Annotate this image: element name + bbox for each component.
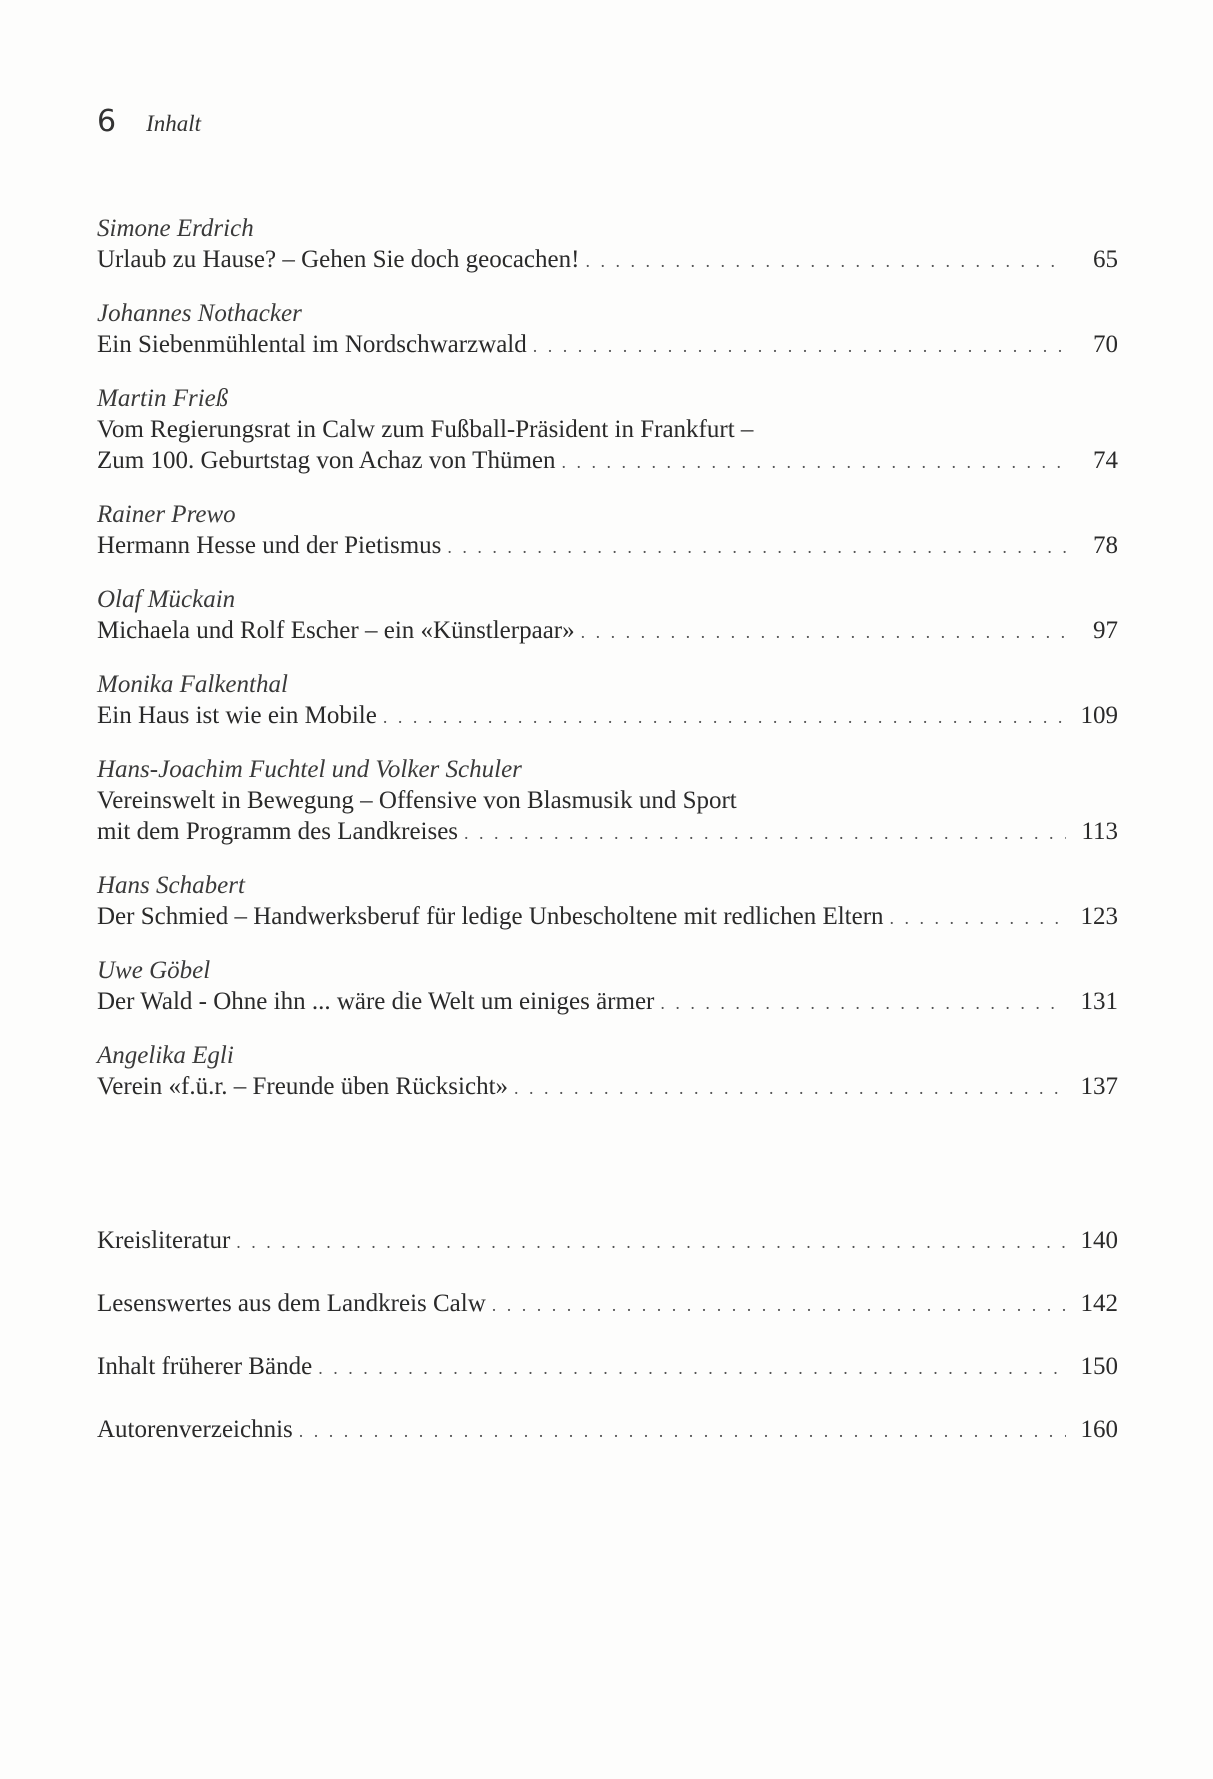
entry-author: Johannes Nothacker (97, 300, 302, 327)
toc-entry[interactable] (97, 669, 1118, 733)
dot-leader (561, 447, 1066, 478)
entry-author: Monika Falkenthal (97, 671, 288, 698)
back-matter-page-number: 140 (1080, 1227, 1118, 1254)
page-header (97, 104, 201, 139)
dot-leader (890, 903, 1066, 934)
entry-page-number: 137 (1080, 1073, 1118, 1100)
entry-author: Hans Schabert (97, 872, 245, 899)
dot-leader (236, 1227, 1066, 1258)
entry-title: mit dem Programm des Landkreises (97, 818, 459, 845)
entry-title-row (97, 986, 1118, 1019)
back-matter-title: Lesenswertes aus dem Landkreis Calw (97, 1290, 486, 1317)
entry-title: Ein Haus ist wie ein Mobile (97, 702, 377, 729)
entry-page-number: 131 (1080, 988, 1118, 1015)
entry-author: Simone Erdrich (97, 215, 254, 242)
entry-title: Hermann Hesse und der Pietismus (97, 532, 442, 559)
dot-leader (581, 617, 1066, 648)
entry-title-row (97, 329, 1118, 362)
toc-entry[interactable] (97, 584, 1118, 648)
entry-page-number: 113 (1081, 818, 1118, 845)
entry-page-number: 74 (1093, 447, 1118, 474)
dot-leader (585, 246, 1066, 277)
toc-entry[interactable] (97, 499, 1118, 563)
toc-entry[interactable] (97, 298, 1118, 362)
entry-title-row (97, 816, 1118, 849)
entry-title-row (97, 530, 1118, 563)
dot-leader (533, 331, 1066, 362)
back-matter-page-number: 150 (1080, 1353, 1118, 1380)
dot-leader (447, 532, 1066, 563)
dot-leader (514, 1073, 1066, 1104)
back-matter-page-number: 142 (1080, 1290, 1118, 1317)
dot-leader (383, 702, 1066, 733)
entry-title-row (97, 700, 1118, 733)
entry-page-number: 78 (1093, 532, 1118, 559)
entry-title-row (97, 244, 1118, 277)
entry-title-row (97, 901, 1118, 934)
entry-author: Martin Frieß (97, 385, 229, 412)
back-matter-page-number: 160 (1080, 1416, 1118, 1443)
entry-author: Uwe Göbel (97, 957, 211, 984)
entry-title: Verein «f.ü.r. – Freunde üben Rücksicht» (97, 1073, 509, 1100)
toc-entry[interactable] (97, 754, 1118, 849)
entry-title: Der Schmied – Handwerksberuf für ledige Unbescholtene mit redlichen Eltern (97, 903, 884, 930)
entry-page-number: 109 (1080, 702, 1118, 729)
entry-author: Rainer Prewo (97, 501, 236, 528)
entry-page-number: 97 (1093, 617, 1118, 644)
entry-title: Der Wald - Ohne ihn ... wäre die Welt um einiges ärmer (97, 988, 655, 1015)
toc-entry[interactable] (97, 955, 1118, 1019)
dot-leader (299, 1416, 1066, 1447)
entry-title-line: Vom Regierungsrat in Calw zum Fußball-Präsident in Frankfurt – (97, 416, 754, 443)
back-matter-title: Autorenverzeichnis (97, 1416, 293, 1443)
back-matter-entry[interactable] (97, 1351, 1118, 1384)
entry-title-line: Vereinswelt in Bewegung – Offensive von Blasmusik und Sport (97, 787, 737, 814)
entry-title: Urlaub zu Hause? – Gehen Sie doch geocachen! (97, 246, 580, 273)
entry-title-row (97, 615, 1118, 648)
entry-title-row (97, 1071, 1118, 1104)
back-matter-title: Kreisliteratur (97, 1227, 231, 1254)
entry-page-number: 65 (1093, 246, 1118, 273)
toc-entry[interactable] (97, 1040, 1118, 1104)
toc-entry[interactable] (97, 870, 1118, 934)
entry-author: Angelika Egli (97, 1042, 234, 1069)
dot-leader (464, 818, 1066, 849)
dot-leader (318, 1353, 1066, 1384)
page-number: 6 (97, 104, 117, 139)
entry-title-row (97, 445, 1118, 478)
toc-entry[interactable] (97, 383, 1118, 478)
entry-page-number: 123 (1080, 903, 1118, 930)
back-matter-entry[interactable] (97, 1288, 1118, 1321)
entry-author: Hans-Joachim Fuchtel und Volker Schuler (97, 756, 522, 783)
table-of-contents (97, 213, 1118, 1125)
back-matter-title: Inhalt früherer Bände (97, 1353, 313, 1380)
entry-title: Michaela und Rolf Escher – ein «Künstlerpaar» (97, 617, 575, 644)
entry-page-number: 70 (1093, 331, 1118, 358)
toc-entry[interactable] (97, 213, 1118, 277)
dot-leader (660, 988, 1066, 1019)
entry-title: Ein Siebenmühlental im Nordschwarzwald (97, 331, 527, 358)
back-matter-entry[interactable] (97, 1225, 1118, 1258)
back-matter-list (97, 1225, 1118, 1477)
dot-leader (492, 1290, 1066, 1321)
section-title: Inhalt (146, 111, 202, 136)
entry-title: Zum 100. Geburtstag von Achaz von Thümen (97, 447, 556, 474)
back-matter-entry[interactable] (97, 1414, 1118, 1447)
entry-author: Olaf Mückain (97, 586, 236, 613)
